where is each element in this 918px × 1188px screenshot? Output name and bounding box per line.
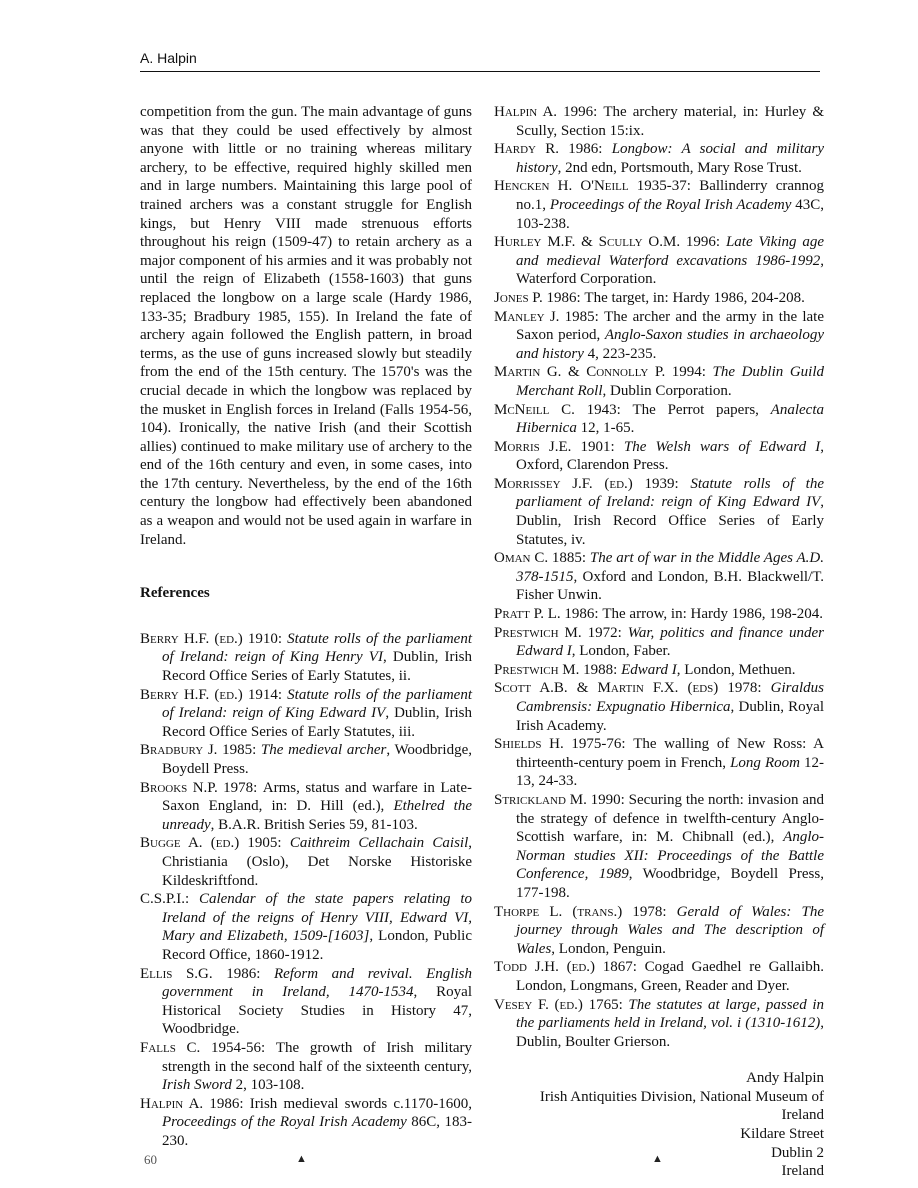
reference-author: Manley J. 1985: [494, 308, 605, 325]
reference-details: , Oxford and London, B.H. Blackwell/T. Fisher Unwin. [516, 568, 824, 604]
reference-author: Jones P. 1986: [494, 289, 585, 306]
reference-details: , Dublin, Irish Record Office Series of Early Statutes, iii. [162, 705, 472, 740]
reference-entry [494, 140, 824, 177]
reference-title: Anglo-Norman studies XII: Proceedings of the Battle Conference, 1989 [516, 829, 824, 883]
reference-details: , B.A.R. British Series 59, 81-103. [210, 816, 418, 833]
reference-title: The art of war in the Middle Ages A.D. 378-1515 [516, 550, 824, 585]
reference-text: The archer and the army in the late Saxon period, [516, 308, 824, 344]
reference-author: Prestwich M. 1972: [494, 624, 628, 641]
reference-entry [140, 965, 472, 1039]
reference-author: Berry H.F. (ed.) 1914: [140, 686, 288, 703]
reference-entry [140, 1095, 472, 1151]
reference-details: 86C, 183-230. [162, 1114, 473, 1149]
reference-title: Irish Sword [162, 1077, 232, 1094]
reference-details: 2, 103-108. [231, 1077, 305, 1094]
reference-author: Berry H.F. (ed.) 1910: [140, 630, 288, 647]
reference-entry [140, 779, 472, 835]
reference-author: Morrissey J.F. (ed.) 1939: [494, 475, 691, 492]
print-mark: ▲ [296, 1153, 307, 1165]
reference-title: The Welsh wars of Edward I [623, 438, 821, 455]
address-line: Irish Antiquities Division, National Museum of Ireland [539, 1088, 824, 1124]
reference-details: , Dublin, Irish Record Office Series of Early Statutes, ii. [162, 649, 472, 685]
reference-title: Statute rolls of the parliament of Ireland: reign of King Henry VI [162, 630, 472, 666]
author-name: Andy Halpin [746, 1070, 824, 1087]
reference-author: McNeill C. 1943: [494, 401, 633, 418]
reference-entry [140, 686, 472, 742]
address-line: Dublin 2 [771, 1144, 824, 1161]
reference-entry [494, 958, 824, 995]
reference-entry [494, 289, 824, 308]
reference-entry [494, 624, 824, 661]
reference-author: Todd J.H. (ed.) 1867: [494, 959, 645, 976]
references-heading: References [140, 585, 210, 602]
reference-author: Martin G. & Connolly P. 1994: [494, 364, 713, 381]
reference-author: Shields H. 1975-76: [494, 736, 634, 753]
reference-details: 12-13, 24-33. [516, 754, 824, 790]
reference-details: , Dublin, Royal Irish Academy. [516, 699, 824, 734]
reference-title: The statutes at large, passed in the parliaments held in Ireland, vol. i (1310-1612) [516, 996, 825, 1032]
reference-details: , 2nd edn, Portsmouth, Mary Rose Trust. [557, 159, 802, 176]
reference-text: The archery material, in: Hurley & Scully, Section 15:ix. [516, 104, 824, 139]
address-line: Kildare Street [740, 1126, 824, 1143]
reference-entry [494, 791, 824, 903]
reference-entry [140, 741, 472, 778]
reference-entry [494, 661, 824, 680]
references-list-left [140, 630, 472, 1151]
reference-author: Falls C. 1954-56: [140, 1039, 276, 1056]
reference-author: Scott A.B. & Martin F.X. (eds) 1978: [494, 680, 771, 697]
reference-author: C.S.P.I.: [140, 891, 199, 908]
reference-author: Vesey F. (ed.) 1765: [494, 996, 629, 1013]
reference-details: , London, Methuen. [676, 661, 796, 678]
reference-title: The medieval archer [260, 742, 387, 759]
reference-author: Hardy R. 1986: [494, 141, 612, 158]
reference-author: Thorpe L. (trans.) 1978: [494, 903, 677, 920]
reference-entry [140, 630, 472, 686]
reference-text: Securing the north: invasion and the strategy of defence in twelfth-century Anglo-Scottish warfare, in: M. Chibnall (ed.), [516, 791, 824, 846]
reference-entry [494, 177, 824, 233]
reference-entry [494, 401, 824, 438]
reference-author: Morris J.E. 1901: [494, 438, 624, 455]
reference-details: , London, Faber. [571, 643, 671, 660]
reference-entry [494, 679, 824, 735]
reference-title: Anglo-Saxon studies in archaeology and history [516, 327, 824, 362]
reference-entry [494, 363, 824, 400]
reference-details: 43C, 103-238. [516, 196, 824, 232]
reference-title: The Dublin Guild Merchant Roll [516, 364, 824, 399]
reference-details: , London, Public Record Office, 1860-1912. [162, 928, 472, 963]
reference-title: Statute rolls of the parliament of Ireland: reign of King Edward IV [516, 475, 824, 511]
reference-author: Hurley M.F. & Scully O.M. 1996: [494, 234, 726, 251]
references-list-right [494, 103, 824, 1051]
reference-entry [494, 308, 824, 364]
reference-title: Statute rolls of the parliament of Ireland: reign of King Edward IV [162, 686, 472, 722]
reference-details: , Oxford, Clarendon Press. [516, 438, 825, 474]
reference-text: The Perrot papers, [632, 401, 771, 418]
reference-entry [140, 834, 472, 890]
header-rule [140, 71, 820, 72]
reference-entry [494, 735, 824, 791]
right-column [494, 103, 824, 1181]
reference-title: Gerald of Wales: The journey through Wales and The description of Wales [516, 903, 824, 957]
reference-details: , Dublin Corporation. [602, 382, 732, 399]
page-number: 60 [144, 1152, 157, 1167]
reference-title: Reform and revival. English government in Ireland, 1470-1534 [162, 965, 472, 1001]
left-column [140, 103, 472, 1150]
reference-text: Arms, status and warfare in Late-Saxon England, in: D. Hill (ed.), [162, 779, 472, 815]
reference-author: Halpin A. 1996: [494, 104, 604, 120]
reference-details: 12, 1-65. [576, 420, 635, 437]
reference-text: Cogad Gaedhel re Gallaibh. London, Longmans, Green, Reader and Dyer. [516, 959, 824, 994]
reference-author: Pratt P. L. 1986: [494, 606, 603, 623]
reference-title: Late Viking age and medieval Waterford excavations 1986-1992 [516, 234, 824, 269]
reference-details: , Dublin, Boulter Grierson. [516, 1015, 824, 1050]
reference-title: Analecta Hibernica [516, 401, 824, 437]
reference-entry [494, 233, 824, 289]
reference-details: , Woodbridge, Boydell Press. [162, 742, 472, 777]
reference-entry [494, 475, 824, 549]
reference-entry [494, 103, 824, 140]
reference-text: The target, in: Hardy 1986, 204-208. [584, 289, 805, 306]
reference-details: , Royal Historical Society Studies in History 47, Woodbridge. [162, 984, 472, 1038]
reference-title: Ethelred the unready [162, 798, 473, 833]
reference-details: , Christiania (Oslo), Det Norske Historiske Kildeskriftfond. [162, 835, 472, 889]
reference-author: Oman C. 1885: [494, 550, 590, 567]
reference-entry [494, 903, 824, 959]
reference-title: War, politics and finance under Edward I [516, 624, 824, 660]
reference-author: Halpin A. 1986: [140, 1095, 250, 1112]
body-paragraph: competition from the gun. The main advantage of guns was that they could be used effectively by almost anyone with little or no training whereas military archery, to be effective, required highly skilled men and in large numbers. Maintaining this large pool of trained archers was a constant struggle for English kings, but Henry VIII made strenuous efforts throughout his reign (1509-47) to retain archery as a major component of his armies and it was probably not until the reign of Elizabeth (1558-1603) that guns replaced the longbow on a large scale (Hardy 1986, 133-35; Bradbury 1985, 155). In Ireland the fate of archery again followed the English pattern, in broad terms, as the use of guns increased slowly but steadily from the end of the 15th century. The 1570's was the crucial decade in which the longbow was replaced by the musket in English forces in Ireland (Falls 1954-56, 104). Ironically, the native Irish (and their Scottish allies) continued to make military use of archery to the end of the 16th century and even, in some cases, into the 17th century. Nevertheless, by the end of the 16th century the longbow had effectively been abandoned as a weapon and would not be used again in warfare in Ireland. [140, 104, 472, 548]
reference-entry [140, 1039, 472, 1095]
reference-author: Strickland M. 1990: [494, 791, 629, 808]
reference-entry [494, 605, 824, 624]
reference-details: , Dublin, Irish Record Office Series of Early Statutes, iv. [516, 494, 824, 548]
reference-title: Proceedings of the Royal Irish Academy [549, 196, 792, 213]
reference-entry [140, 890, 472, 964]
reference-title: Calendar of the state papers relating to Ireland of the reigns of Henry VIII, Edward VI, Mary and Elizabeth, 1509-[1603] [162, 891, 472, 945]
reference-title: Proceedings of the Royal Irish Academy [162, 1114, 407, 1131]
reference-text: Irish medieval swords c.1170-1600, [249, 1095, 472, 1112]
reference-details: 4, 223-235. [583, 345, 657, 362]
print-mark: ▲ [652, 1153, 663, 1165]
reference-author: Brooks N.P. 1978: [140, 779, 263, 796]
reference-title: Giraldus Cambrensis: Expugnatio Hibernica [516, 680, 824, 715]
reference-text: The arrow, in: Hardy 1986, 198-204. [602, 606, 824, 623]
reference-text: Ballinderry crannog no.1, [516, 178, 825, 213]
reference-author: Bradbury J. 1985: [140, 742, 261, 759]
reference-title: Longbow: A social and military history [516, 141, 824, 176]
reference-title: Long Room [730, 754, 800, 771]
reference-author: Prestwich M. 1988: [494, 661, 622, 678]
reference-author: Bugge A. (ed.) 1905: [140, 835, 290, 852]
running-header-author: A. Halpin [140, 50, 197, 66]
reference-details: , London, Penguin. [551, 940, 666, 957]
reference-title: Caithreim Cellachain Caisil [289, 835, 469, 852]
reference-text: The walling of New Ross: A thirteenth-century poem in French, [516, 736, 824, 771]
reference-title: Edward I [621, 661, 677, 678]
reference-entry [494, 438, 824, 475]
address-line: Ireland [781, 1163, 824, 1180]
reference-author: Ellis S.G. 1986: [140, 965, 274, 982]
reference-author: Hencken H. O'Neill 1935-37: [494, 178, 700, 195]
reference-details: , Waterford Corporation. [516, 252, 824, 288]
reference-entry [494, 549, 824, 605]
reference-entry [494, 996, 824, 1052]
reference-text: The growth of Irish military strength in the second half of the sixteenth century, [162, 1039, 473, 1075]
reference-details: , Woodbridge, Boydell Press, 177-198. [516, 866, 824, 901]
